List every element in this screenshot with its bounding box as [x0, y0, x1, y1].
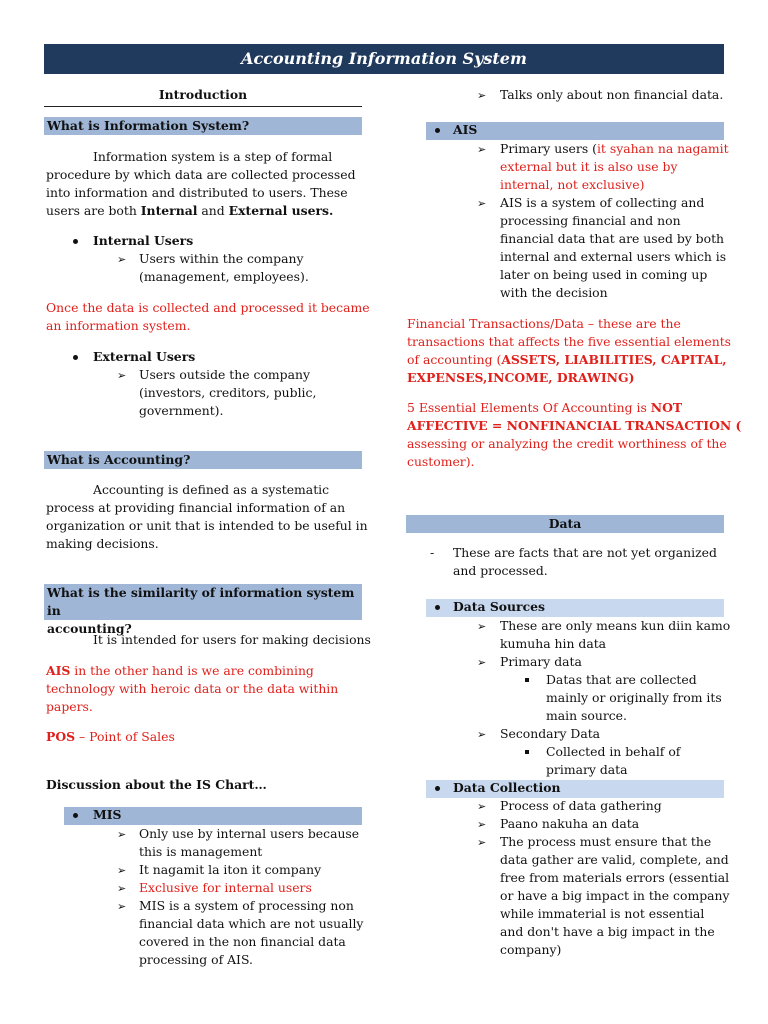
elements-bold: ASSETS, LIABILITIES, CAPITAL, — [501, 352, 727, 367]
list-item: Datas that are collected — [546, 672, 697, 687]
list-item: financial data that are used by both — [500, 231, 725, 246]
mis-label: MIS — [93, 807, 122, 822]
arrow-bullet-icon: ➢ — [477, 818, 487, 831]
list-item: internal, not exclusive) — [500, 177, 645, 192]
bullet-icon — [435, 786, 440, 791]
list-item: kumuha hin data — [500, 636, 607, 651]
list-item: internal and external users which is — [500, 249, 727, 264]
ais-note-line: technology with heroic data or the data within — [46, 681, 339, 696]
financial-note-line: Financial Transactions/Data – these are the — [407, 316, 681, 331]
discussion-heading: Discussion about the IS Chart… — [46, 777, 267, 792]
arrow-bullet-icon: ➢ — [117, 900, 127, 913]
list-item: later on being used in coming up — [500, 267, 708, 282]
arrow-bullet-icon: ➢ — [477, 728, 487, 741]
financial-note-line: EXPENSES,INCOME, DRAWING) — [407, 370, 635, 385]
not-bold: NOT — [650, 400, 683, 415]
ais-bold: AIS — [46, 663, 71, 678]
accounting-paragraph-line: process at providing financial information of an — [46, 500, 346, 515]
text: and — [197, 203, 229, 218]
list-item: government). — [139, 403, 224, 418]
list-item: MIS is a system of processing non — [139, 898, 354, 913]
ais-label: AIS — [453, 122, 478, 137]
list-item: Secondary Data — [500, 726, 601, 741]
red-note-line: an information system. — [46, 318, 191, 333]
bullet-icon — [73, 239, 78, 244]
list-item: (management, employees). — [139, 269, 309, 284]
list-item: Primary data — [500, 654, 582, 669]
internal-bold: Internal — [140, 203, 198, 218]
text: of accounting ( — [407, 352, 502, 367]
text: Primary users ( — [500, 141, 597, 156]
bullet-icon — [73, 355, 78, 360]
list-item: It nagamit la iton it company — [139, 862, 322, 877]
document-title: Accounting Information System — [44, 44, 724, 74]
list-item: (investors, creditors, public, — [139, 385, 317, 400]
bullet-icon — [73, 813, 78, 818]
section-similarity — [44, 584, 362, 636]
arrow-bullet-icon: ➢ — [117, 864, 127, 877]
list-item: Paano nakuha an data — [500, 816, 640, 831]
section-label: Data — [548, 516, 582, 531]
five-elements-line: customer). — [407, 454, 475, 469]
list-item: data gather are valid, complete, and — [500, 852, 729, 867]
list-item: or have a big impact in the company — [500, 888, 730, 903]
external-users-label: External Users — [93, 349, 196, 364]
list-item: and processed. — [453, 563, 548, 578]
is-paragraph-line — [46, 202, 333, 220]
text: – Point of Sales — [75, 729, 175, 744]
text: in the other hand is we are combining — [70, 663, 314, 678]
list-item: AIS is a system of collecting and — [500, 195, 705, 210]
introduction-heading: Introduction — [44, 86, 362, 107]
pos-note — [46, 728, 175, 746]
arrow-bullet-icon: ➢ — [477, 197, 487, 210]
list-item: processing of AIS. — [139, 952, 253, 967]
arrow-bullet-icon: ➢ — [477, 143, 487, 156]
arrow-bullet-icon: ➢ — [477, 620, 487, 633]
list-item: and don't have a big impact in the — [500, 924, 715, 939]
section-label: What is Information System? — [47, 118, 250, 133]
financial-note-line — [407, 351, 727, 369]
section-label: accounting? — [47, 621, 132, 636]
list-item: Exclusive for internal users — [139, 880, 312, 895]
list-item: Collected in behalf of — [546, 744, 681, 759]
ais-note-line: papers. — [46, 699, 93, 714]
arrow-bullet-icon: ➢ — [117, 253, 127, 266]
five-elements-line — [407, 399, 682, 417]
five-elements-line: assessing or analyzing the credit worthiness of the — [407, 436, 727, 451]
list-item: processing financial and non — [500, 213, 681, 228]
list-item: with the decision — [500, 285, 608, 300]
text: 5 Essential Elements Of Accounting is — [407, 400, 651, 415]
list-item: Users within the company — [139, 251, 304, 266]
bullet-icon — [435, 128, 440, 133]
section-what-is-information-system — [44, 117, 362, 135]
data-collection-label: Data Collection — [453, 780, 561, 795]
arrow-bullet-icon: ➢ — [117, 828, 127, 841]
accounting-paragraph-line: making decisions. — [46, 536, 159, 551]
accounting-paragraph-line: Accounting is defined as a systematic — [93, 482, 330, 497]
arrow-bullet-icon: ➢ — [117, 882, 127, 895]
list-item: company) — [500, 942, 562, 957]
list-item: while immaterial is not essential — [500, 906, 705, 921]
is-paragraph-line: into information and distributed to users. These — [46, 185, 348, 200]
list-item: this is management — [139, 844, 263, 859]
list-item: external but it is also use by — [500, 159, 678, 174]
accounting-paragraph-line: organization or unit that is intended to be useful in — [46, 518, 368, 533]
list-item: primary data — [546, 762, 628, 777]
list-item: Only use by internal users because — [139, 826, 360, 841]
dash-bullet-icon: - — [430, 545, 435, 560]
square-bullet-icon — [525, 678, 529, 682]
section-what-is-accounting — [44, 451, 362, 469]
list-item: The process must ensure that the — [500, 834, 712, 849]
is-paragraph-line: Information system is a step of formal — [93, 149, 333, 164]
external-bold: External users. — [228, 203, 334, 218]
list-item: These are facts that are not yet organized — [453, 545, 717, 560]
internal-users-label: Internal Users — [93, 233, 194, 248]
data-sources-label: Data Sources — [453, 599, 545, 614]
list-item: Talks only about non financial data. — [500, 87, 724, 102]
financial-note-line: transactions that affects the five essential elements — [407, 334, 732, 349]
list-item: mainly or originally from its — [546, 690, 722, 705]
arrow-bullet-icon: ➢ — [477, 89, 487, 102]
five-elements-line: AFFECTIVE = NONFINANCIAL TRANSACTION ( — [407, 418, 742, 433]
similarity-text: It is intended for users for making decisions — [93, 632, 371, 647]
arrow-bullet-icon: ➢ — [477, 836, 487, 849]
is-paragraph-line: procedure by which data are collected processed — [46, 167, 356, 182]
red-note-line: Once the data is collected and processed it became — [46, 300, 370, 315]
list-item: covered in the non financial data — [139, 934, 346, 949]
arrow-bullet-icon: ➢ — [477, 800, 487, 813]
text: users are both — [46, 203, 141, 218]
list-item: Users outside the company — [139, 367, 310, 382]
list-item: free from materials errors (essential — [500, 870, 730, 885]
ais-note-line — [46, 662, 314, 680]
square-bullet-icon — [525, 750, 529, 754]
section-label: What is Accounting? — [47, 452, 191, 467]
arrow-bullet-icon: ➢ — [117, 369, 127, 382]
section-label: What is the similarity of information system in — [47, 585, 355, 618]
list-item: main source. — [546, 708, 627, 723]
list-item: financial data which are not usually — [139, 916, 364, 931]
red-text: it syahan na nagamit — [596, 141, 729, 156]
arrow-bullet-icon: ➢ — [477, 656, 487, 669]
list-item — [500, 140, 729, 158]
section-data — [406, 515, 724, 533]
list-item: These are only means kun diin kamo — [500, 618, 731, 633]
bullet-icon — [435, 605, 440, 610]
pos-bold: POS — [46, 729, 76, 744]
list-item: Process of data gathering — [500, 798, 662, 813]
